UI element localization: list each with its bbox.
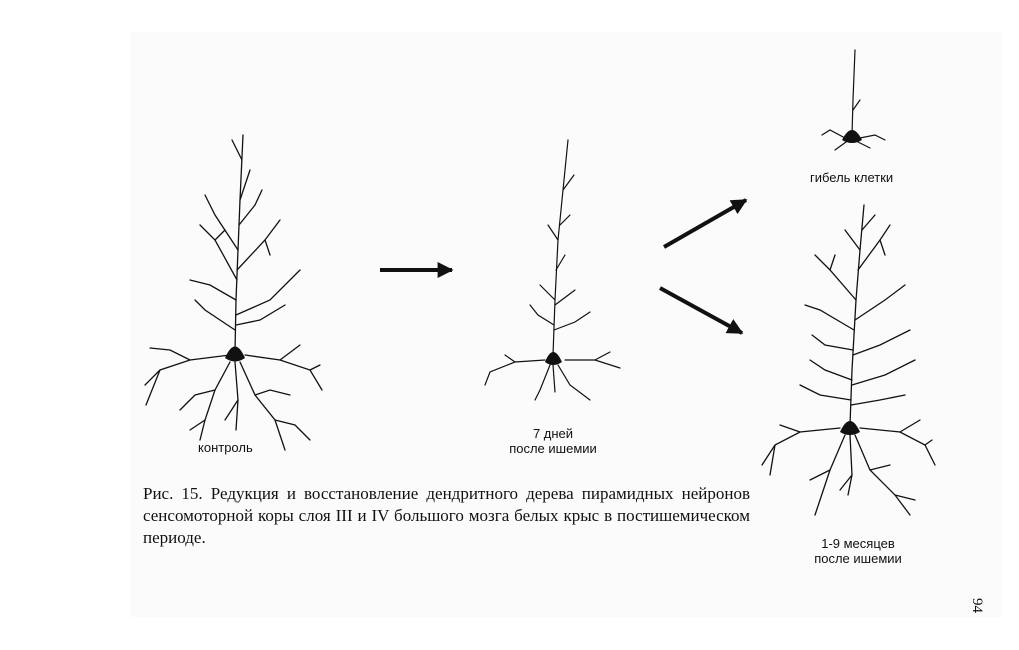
arrow-down-right xyxy=(660,288,742,333)
label-day7-line2: после ишемии xyxy=(509,441,597,456)
label-months-line2: после ишемии xyxy=(814,551,902,566)
label-control: контроль xyxy=(198,440,253,455)
label-day7-line1: 7 дней xyxy=(532,426,574,441)
label-months-line1: 1-9 месяцев xyxy=(821,536,895,551)
figure-caption: Рис. 15. Редукция и восстановление дендритного дерева пирамидных нейронов сенсомоторной коры слоя III и IV большого мозга белых крыс в постишемическом периоде. xyxy=(143,484,750,547)
neuron-control xyxy=(145,135,322,450)
label-cell-death: гибель клетки xyxy=(810,170,894,185)
neuron-recovered xyxy=(762,205,935,515)
label-day7 xyxy=(498,426,608,456)
arrow-up-right xyxy=(664,200,746,247)
page-number: 94 xyxy=(969,598,985,613)
label-months xyxy=(803,536,913,566)
